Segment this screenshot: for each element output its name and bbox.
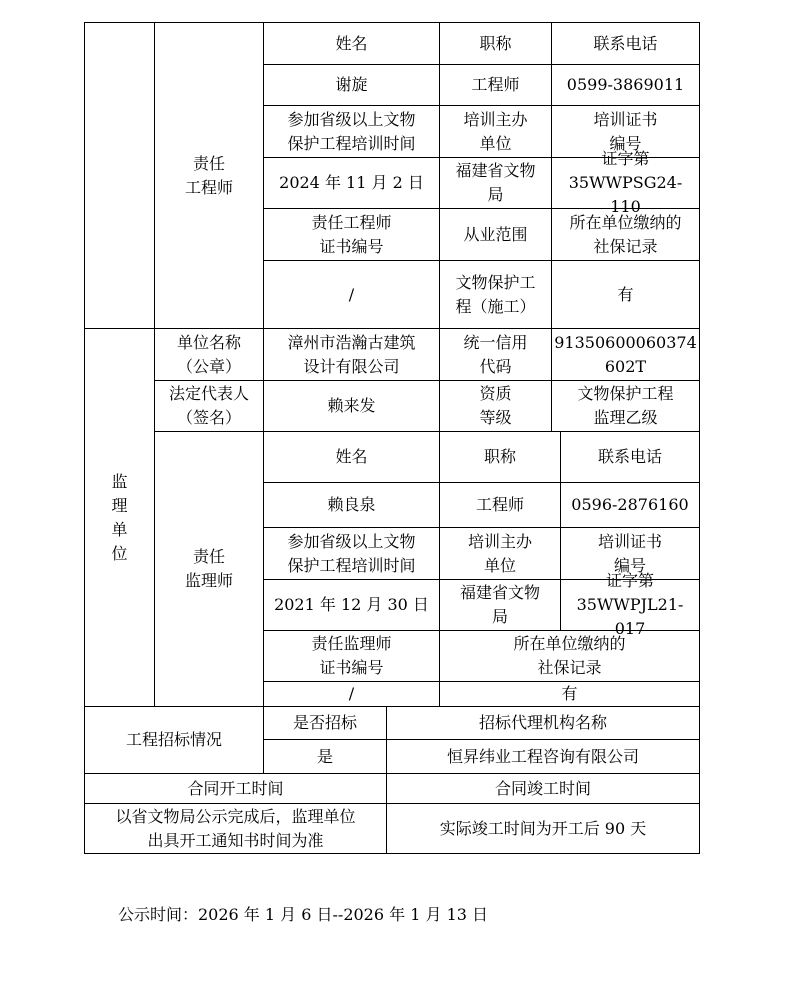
is-bid-label: 是否招标 — [292, 713, 357, 732]
is-bid-value: 是 — [316, 746, 333, 766]
engineer-train-org: 福建省文物 局 — [455, 161, 536, 204]
supervisor-legal-rep-label: 法定代表人 （签名） — [168, 384, 249, 427]
publicity-time: 公示时间：2026 年 1 月 6 日--2026 年 1 月 13 日 — [118, 905, 489, 924]
supervisor-cert-no: 证字第 35WWPJL21-017 — [576, 571, 684, 638]
engineer-header-title: 职称 — [479, 33, 512, 53]
supervisor-cert: / — [348, 684, 355, 703]
engineer-cert: / — [348, 284, 355, 304]
supervisor-train-time-label: 参加省级以上文物 保护工程培训时间 — [287, 531, 416, 575]
engineer-scope: 文物保护工 程（施工） — [455, 272, 536, 316]
engineer-train-org-label: 培训主办 单位 — [463, 109, 528, 153]
engineer-train-time-label: 参加省级以上文物 保护工程培训时间 — [287, 109, 416, 153]
engineer-cert-label: 责任工程师 证书编号 — [311, 212, 392, 256]
engineer-title: 工程师 — [471, 75, 520, 94]
supervisor-header-name: 姓名 — [335, 447, 368, 466]
supervisor-credit-code-label: 统一信用 代码 — [463, 332, 528, 376]
engineer-name: 谢旋 — [335, 75, 368, 94]
supervisor-header-title: 职称 — [483, 447, 516, 466]
contract-start-label: 合同开工时间 — [187, 778, 284, 798]
engineer-section-label: 责任 工程师 — [184, 153, 233, 197]
supervisor-unit-name-label: 单位名称 （公章） — [176, 332, 241, 376]
supervisor-phone: 0596-2876160 — [571, 495, 689, 514]
supervisor-title: 工程师 — [475, 495, 524, 514]
engineer-social-label: 所在单位缴纳的 社保记录 — [569, 212, 682, 256]
engineer-social: 有 — [617, 284, 634, 304]
supervisor-person-label: 责任 监理师 — [184, 547, 233, 590]
supervisor-cert-label: 责任监理师 证书编号 — [311, 634, 392, 677]
engineer-phone: 0599-3869011 — [566, 75, 685, 94]
engineer-cert-no: 证字第 35WWPSG24-110 — [568, 149, 683, 216]
agency-label: 招标代理机构名称 — [478, 713, 607, 732]
supervisor-train-time: 2021 年 12 月 30 日 — [274, 595, 429, 614]
supervisor-qualification: 文物保护工程 监理乙级 — [577, 384, 674, 427]
supervisor-unit-name: 漳州市浩瀚古建筑 设计有限公司 — [287, 332, 416, 376]
contract-end-value: 实际竣工时间为开工后 90 天 — [439, 818, 647, 838]
supervisor-legal-rep: 赖来发 — [327, 396, 376, 415]
engineer-scope-label: 从业范围 — [463, 224, 528, 244]
supervisor-name: 赖良泉 — [327, 495, 376, 514]
engineer-header-name: 姓名 — [335, 33, 368, 53]
supervisor-social: 有 — [561, 684, 578, 703]
engineer-cert-no-label: 培训证书 编号 — [593, 109, 658, 153]
engineer-header-phone: 联系电话 — [593, 33, 658, 53]
agency-value: 恒昇纬业工程咨询有限公司 — [446, 746, 639, 766]
contract-end-label: 合同竣工时间 — [494, 778, 591, 798]
engineer-train-time: 2024 年 11 月 2 日 — [279, 173, 424, 192]
supervisor-header-phone: 联系电话 — [597, 447, 662, 466]
supervisor-train-org: 福建省文物 局 — [459, 583, 540, 626]
supervisor-cert-no-label: 培训证书 编号 — [597, 531, 662, 575]
supervisor-qualification-label: 资质 等级 — [479, 384, 512, 427]
supervisor-section-label: 监 理 单 位 — [111, 471, 128, 563]
bidding-label: 工程招标情况 — [125, 730, 222, 749]
supervisor-credit-code: 91350600060374 602T — [554, 332, 697, 376]
contract-start-value: 以省文物局公示完成后，监理单位 出具开工通知书时间为准 — [115, 806, 356, 850]
supervisor-social-label: 所在单位缴纳的 社保记录 — [513, 634, 626, 677]
supervisor-train-org-label: 培训主办 单位 — [467, 531, 532, 575]
